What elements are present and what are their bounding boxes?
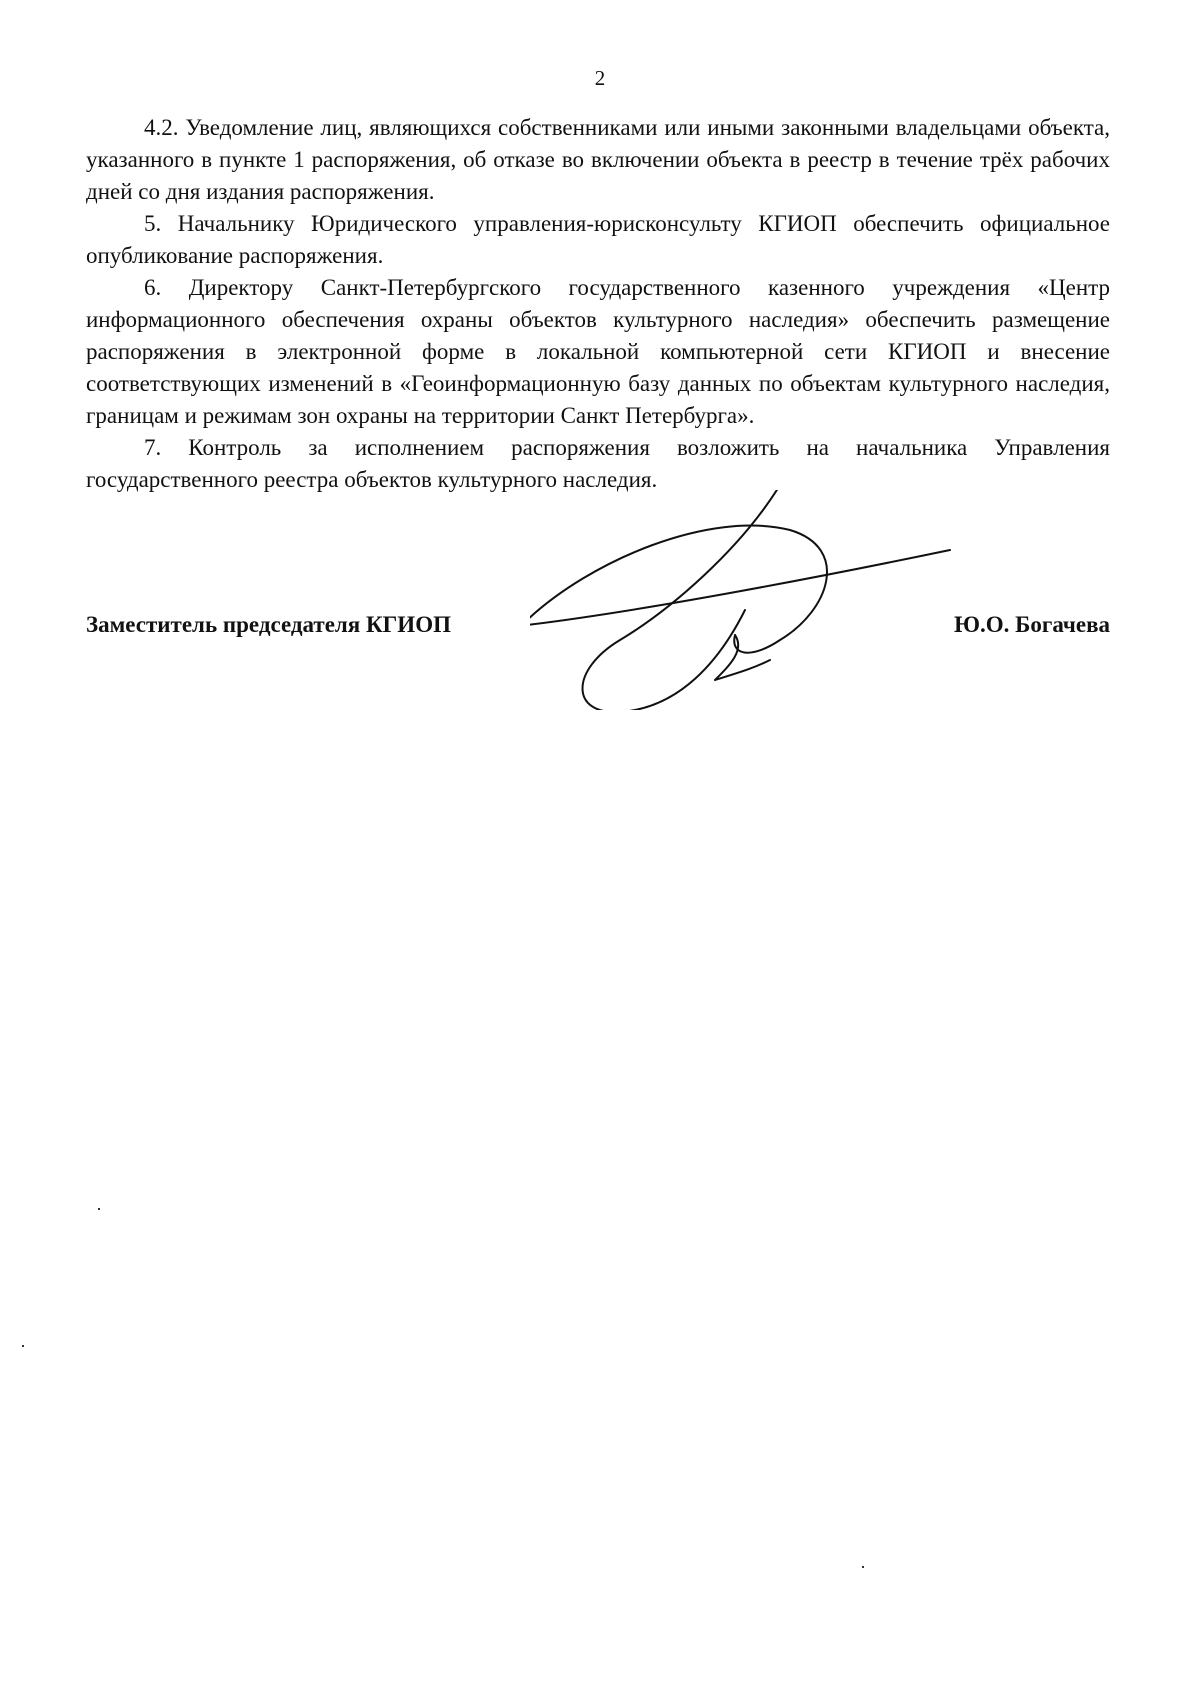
paragraph-4-2: 4.2. Уведомление лиц, являющихся собственниками или иными законными владельцами объекта, указанного в пункте 1 распоряжения, об отказе во включении объекта в реестр в течение трёх рабочих дней со дня издания распоряжения. <box>86 115 1110 204</box>
scan-speck <box>862 1566 864 1568</box>
scan-speck <box>98 1208 100 1210</box>
signatory-name: Ю.О. Богачева <box>954 612 1110 637</box>
scan-speck <box>22 1345 24 1347</box>
page-number: 2 <box>594 66 606 90</box>
paragraph-7: 7. Контроль за исполнением распоряжения возложить на начальника Управления государственного реестра объектов культурного наследия. <box>86 435 1110 492</box>
paragraph-5: 5. Начальнику Юридического управления-юрисконсульту КГИОП обеспечить официальное опубликование распоряжения. <box>86 211 1110 268</box>
paragraph-6: 6. Директору Санкт-Петербургского государственного казенного учреждения «Центр информационного обеспечения охраны объектов культурного наследия» обеспечить размещение распоряжения в электронной форме в локальной компьютерной сети КГИОП и внесение соответствующих изменений в «Геоинформационную базу данных по объектам культурного наследия, границам и режимам зон охраны на территории Санкт Петербурга». <box>86 275 1110 428</box>
signatory-title: Заместитель председателя КГИОП <box>86 612 451 637</box>
signature-block <box>86 612 1110 652</box>
document-body <box>86 112 1110 496</box>
handwritten-signature <box>530 490 1040 710</box>
